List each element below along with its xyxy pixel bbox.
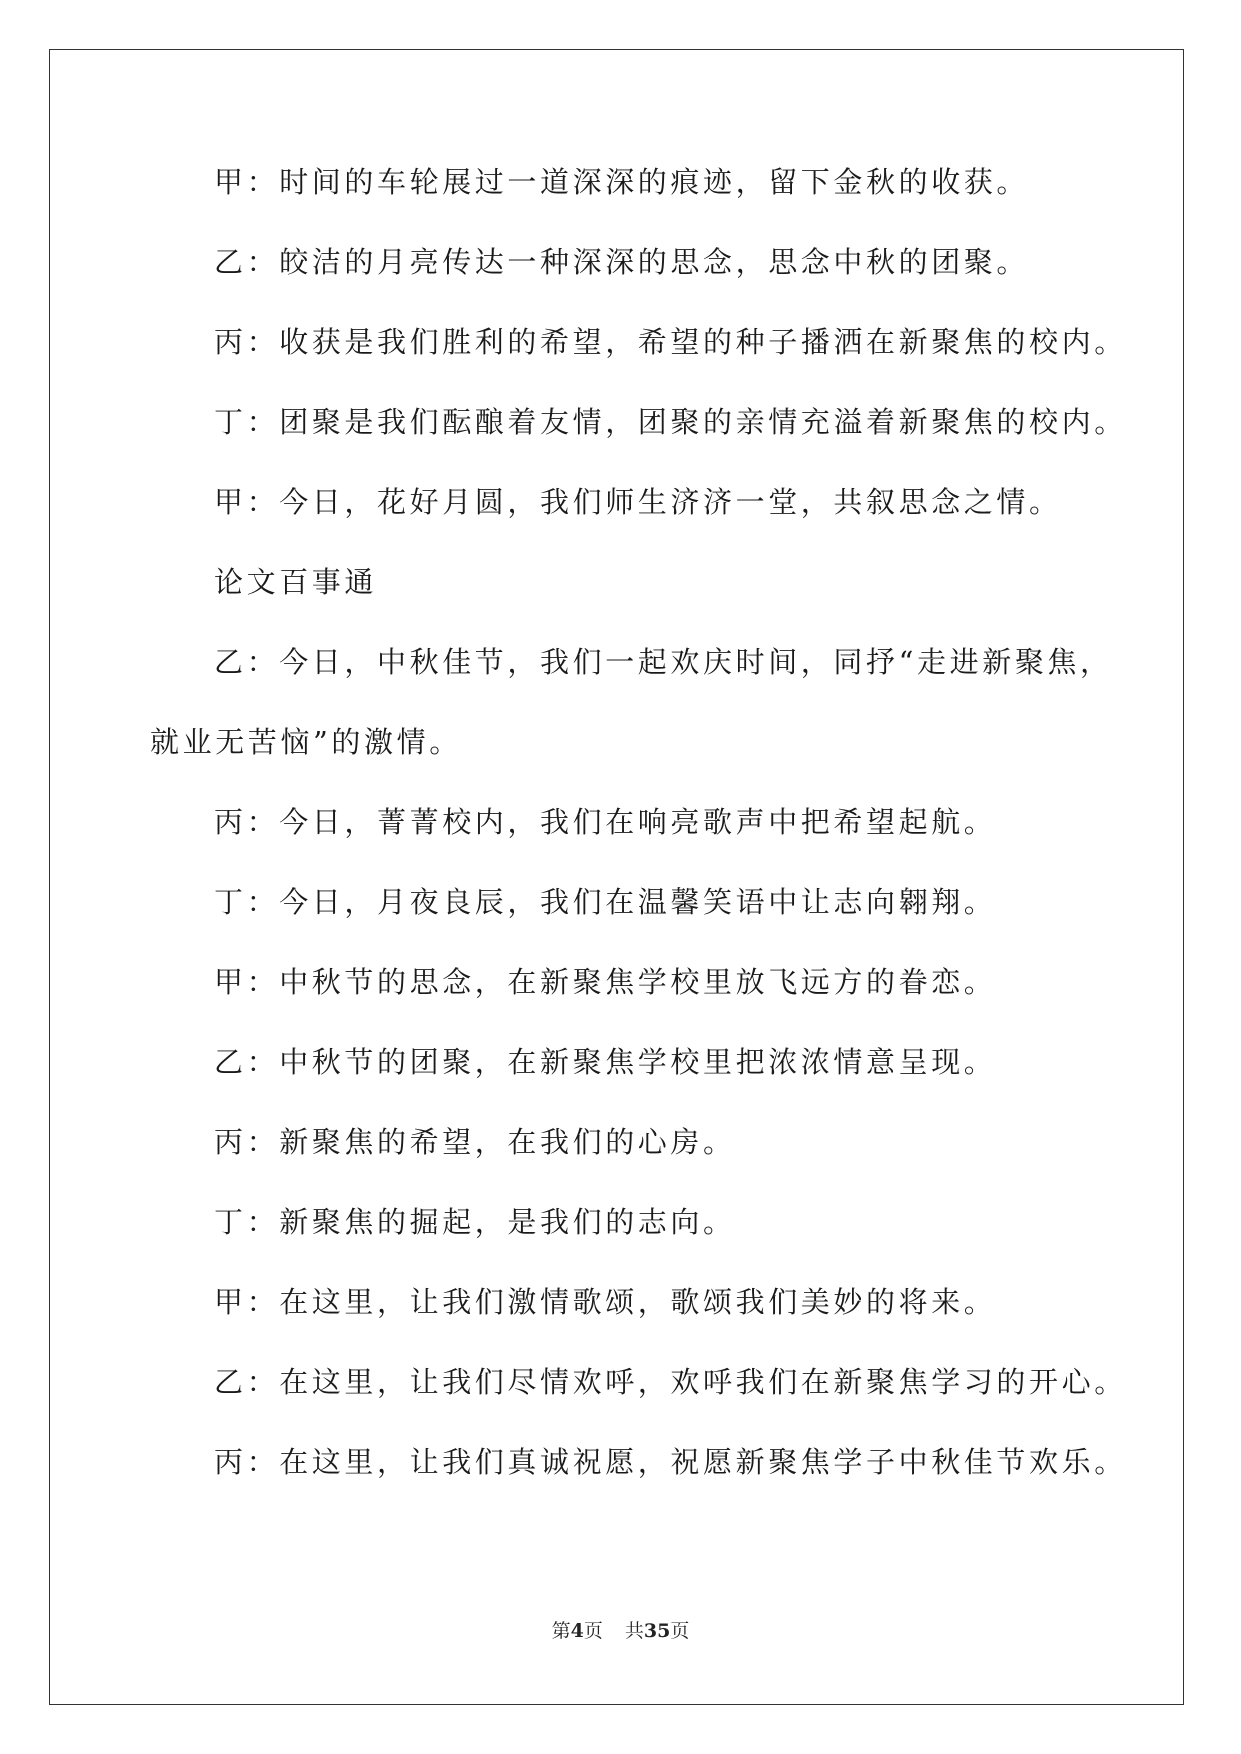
page-suffix: 页 — [583, 1620, 603, 1642]
paragraph-continuation: 就业无苦恼”的激情。 — [150, 725, 462, 759]
page-current: 4 — [570, 1620, 584, 1642]
paragraph: 丙：在这里，让我们真诚祝愿，祝愿新聚焦学子中秋佳节欢乐。 — [214, 1445, 1127, 1479]
paragraph: 甲：时间的车轮展过一道深深的痕迹，留下金秋的收获。 — [214, 165, 1030, 199]
paragraph: 丁：今日，月夜良辰，我们在温馨笑语中让志向翱翔。 — [214, 885, 997, 919]
page-footer — [0, 1616, 1241, 1643]
total-suffix: 页 — [670, 1620, 690, 1642]
paragraph: 乙：今日，中秋佳节，我们一起欢庆时间，同抒“走进新聚焦， — [214, 645, 1113, 679]
paragraph: 丙：今日，菁菁校内，我们在响亮歌声中把希望起航。 — [214, 805, 997, 839]
paragraph: 丙：收获是我们胜利的希望，希望的种子播洒在新聚焦的校内。 — [214, 325, 1127, 359]
paragraph: 甲：今日，花好月圆，我们师生济济一堂，共叙思念之情。 — [214, 485, 1062, 519]
paragraph: 论文百事通 — [214, 565, 378, 599]
page-total: 35 — [643, 1620, 671, 1642]
paragraph: 丁：团聚是我们酝酿着友情，团聚的亲情充溢着新聚焦的校内。 — [214, 405, 1127, 439]
paragraph: 甲：在这里，让我们激情歌颂，歌颂我们美妙的将来。 — [214, 1285, 997, 1319]
paragraph: 丁：新聚焦的掘起，是我们的志向。 — [214, 1205, 736, 1239]
paragraph: 乙：在这里，让我们尽情欢呼，欢呼我们在新聚焦学习的开心。 — [214, 1365, 1127, 1399]
paragraph: 乙：皎洁的月亮传达一种深深的思念，思念中秋的团聚。 — [214, 245, 1030, 279]
paragraph: 甲：中秋节的思念，在新聚焦学校里放飞远方的眷恋。 — [214, 965, 997, 999]
paragraph: 乙：中秋节的团聚，在新聚焦学校里把浓浓情意呈现。 — [214, 1045, 997, 1079]
document-body — [150, 162, 1127, 1522]
page-prefix: 第 — [551, 1620, 571, 1642]
paragraph: 丙：新聚焦的希望，在我们的心房。 — [214, 1125, 736, 1159]
total-prefix: 共 — [624, 1620, 644, 1642]
